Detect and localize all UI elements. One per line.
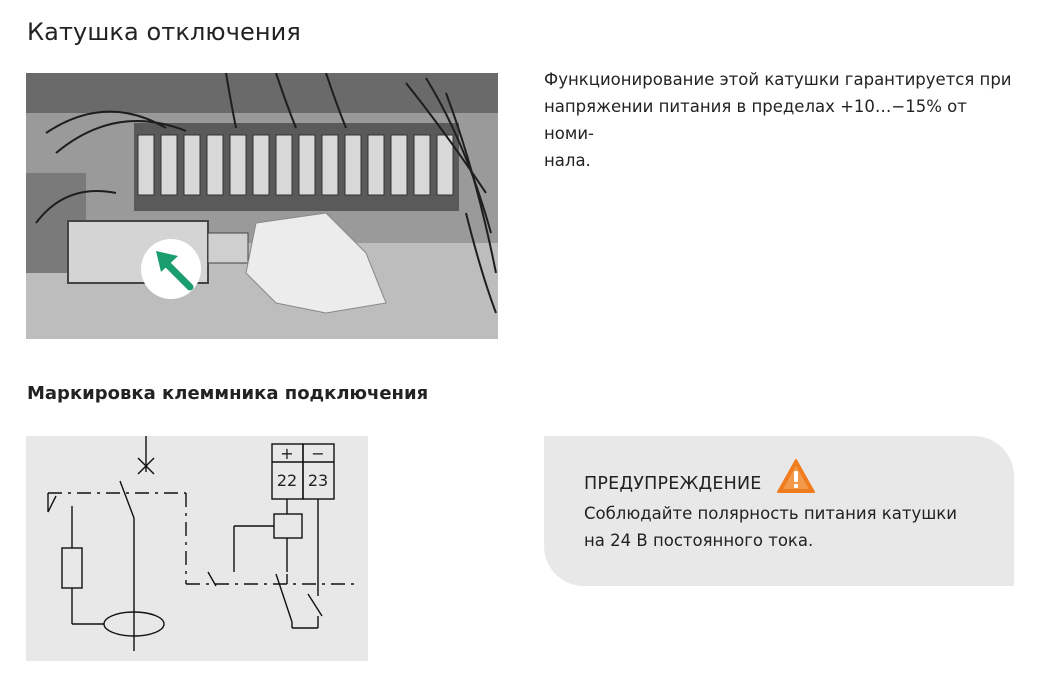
trip-coil-photo (26, 73, 498, 339)
description-line: напряжении питания в пределах +10…−15% от номи- (544, 97, 967, 143)
description-line: нала. (544, 151, 591, 170)
terminal-number-22: 22 (276, 471, 298, 490)
section-subtitle: Маркировка клеммника подключения (27, 383, 429, 404)
warning-text-line: Соблюдайте полярность питания катушки (584, 504, 957, 523)
warning-triangle-icon (776, 458, 816, 498)
warning-text-line: на 24 В постоянного тока. (584, 531, 814, 550)
warning-title: ПРЕДУПРЕЖДЕНИЕ (584, 474, 762, 494)
warning-box (544, 436, 1014, 586)
terminal-plus-sign: + (280, 444, 294, 463)
warning-text (584, 500, 1004, 554)
description-line: Функционирование этой катушки гарантируется при (544, 70, 1012, 89)
wiring-diagram (26, 436, 368, 661)
page-title: Катушка отключения (27, 18, 301, 46)
terminal-minus-sign: − (311, 444, 325, 463)
terminal-number-23: 23 (307, 471, 329, 490)
description-text (544, 66, 1019, 174)
